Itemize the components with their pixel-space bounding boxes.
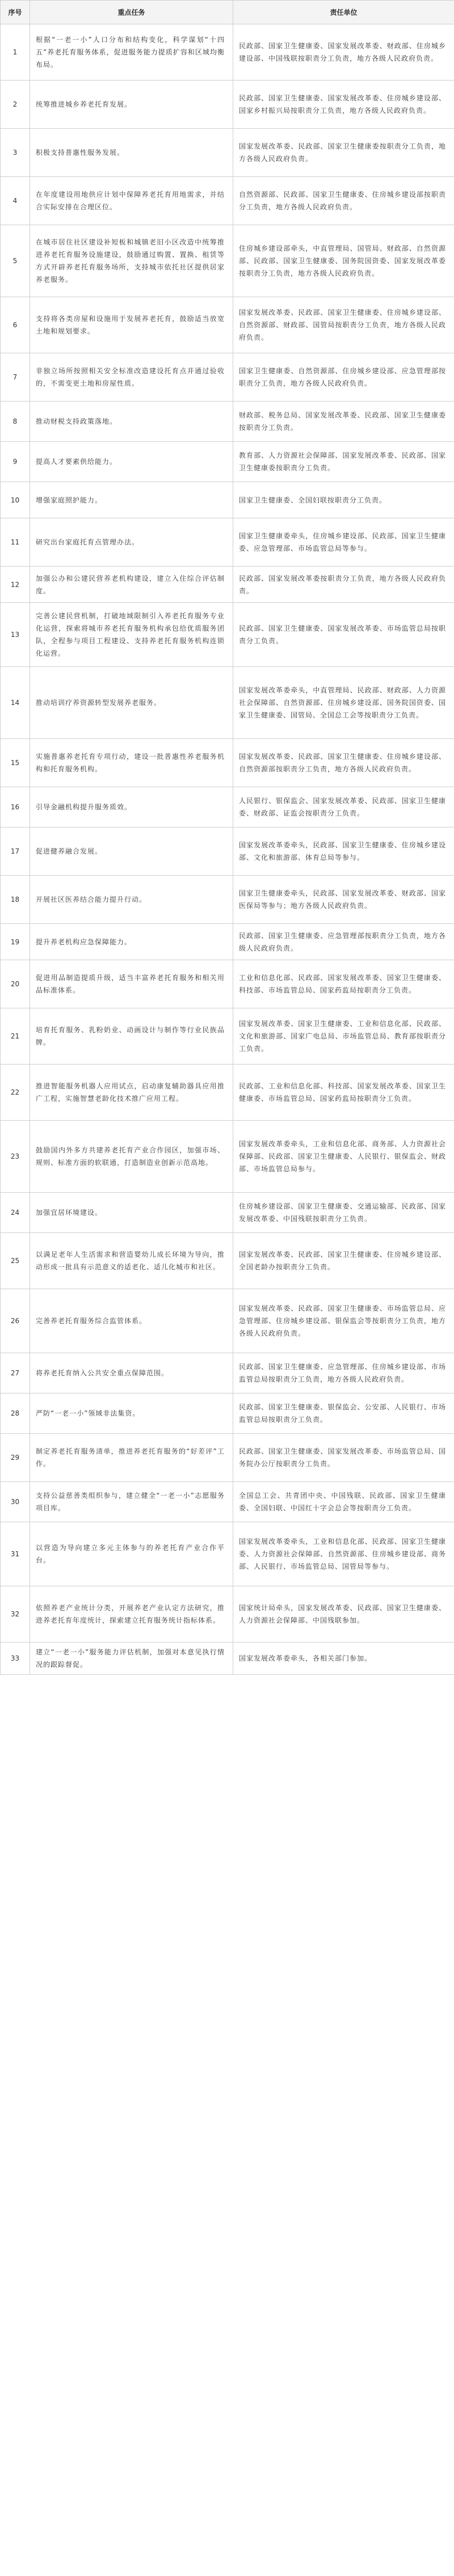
task-description: 在年度建设用地供应计划中保障养老托育用地需求，并结合实际安排在合理区位。 — [30, 177, 233, 225]
table-row — [1, 24, 454, 81]
task-description: 支持公益慈善类组织参与，建立健全“一老一小”志愿服务项目库。 — [30, 1482, 233, 1522]
task-number: 14 — [1, 667, 30, 739]
task-number: 27 — [1, 1353, 30, 1393]
table-row — [1, 1642, 454, 1675]
task-description: 鼓励国内外多方共建养老托育产业合作园区，加强市场、规则、标准方面的软联通，打造制造业创新示范高地。 — [30, 1121, 233, 1193]
table-row — [1, 177, 454, 225]
responsible-units: 国家发展改革委牵头，工业和信息化部、民政部、国家卫生健康委、人力资源社会保障部、自然资源部、住房城乡建设部、商务部、人民银行、市场监管总局、国管局等参与。 — [233, 1522, 454, 1586]
table-row — [1, 739, 454, 787]
responsible-units: 国家卫生健康委、全国妇联按职责分工负责。 — [233, 482, 454, 518]
responsible-units: 国家发展改革委牵头，中直管理局、民政部、财政部、人力资源社会保障部、自然资源部、住房城乡建设部、国务院国资委、国家卫生健康委、国管局、全国总工会等按职责分工负责。 — [233, 667, 454, 739]
responsible-units: 国家发展改革委、民政部、国家卫生健康委、住房城乡建设部、全国老龄办按职责分工负责。 — [233, 1233, 454, 1289]
task-number: 32 — [1, 1586, 30, 1642]
task-description: 加强宜居环境建设。 — [30, 1193, 233, 1233]
responsible-units: 民政部、工业和信息化部、科技部、国家发展改革委、国家卫生健康委、市场监管总局、国家药监局按职责分工负责。 — [233, 1065, 454, 1121]
table-row — [1, 960, 454, 1008]
task-number: 7 — [1, 353, 30, 402]
responsible-units: 住房城乡建设部牵头，中直管理局、国管局、财政部、自然资源部、民政部、国家卫生健康委、国务院国资委、国家发展改革委按职责分工负责，地方各级人民政府负责。 — [233, 225, 454, 297]
table-row — [1, 129, 454, 177]
table-row — [1, 297, 454, 353]
task-number: 18 — [1, 876, 30, 924]
table-row — [1, 787, 454, 827]
responsible-units: 国家发展改革委牵头，工业和信息化部、商务部、人力资源社会保障部、民政部、国家卫生健康委、人民银行、银保监会、财政部、市场监管总局参与。 — [233, 1121, 454, 1193]
task-number: 26 — [1, 1289, 30, 1353]
task-description: 推动培训疗养资源转型发展养老服务。 — [30, 667, 233, 739]
task-description: 实施普惠养老托育专项行动，建设一批普惠性养老服务机构和托育服务机构。 — [30, 739, 233, 787]
task-description: 提升养老机构应急保障能力。 — [30, 924, 233, 960]
table-row — [1, 924, 454, 960]
table-row — [1, 1193, 454, 1233]
task-number: 17 — [1, 827, 30, 876]
table-row — [1, 1289, 454, 1353]
responsible-units: 国家卫生健康委牵头，住房城乡建设部、民政部、国家卫生健康委、应急管理部、市场监管总局等参与。 — [233, 518, 454, 567]
task-number: 2 — [1, 81, 30, 129]
task-description: 培育托育服务、乳粉奶业、动画设计与制作等行业民族品牌。 — [30, 1008, 233, 1065]
responsible-units: 财政部、税务总局、国家发展改革委、民政部、国家卫生健康委按职责分工负责。 — [233, 402, 454, 442]
task-description: 根据“一老一小”人口分布和结构变化，科学谋划“十四五”养老托育服务体系，促进服务能力提质扩容和区域均衡布局。 — [30, 24, 233, 81]
responsible-units: 国家发展改革委牵头，民政部、国家卫生健康委、住房城乡建设部、文化和旅游部、体育总局等参与。 — [233, 827, 454, 876]
responsible-units: 国家发展改革委、民政部、国家卫生健康委、住房城乡建设部、自然资源部、财政部、国管局按职责分工负责，地方各级人民政府负责。 — [233, 297, 454, 353]
task-description: 以营造为导向建立多元主体参与的养老托育产业合作平台。 — [30, 1522, 233, 1586]
task-number: 19 — [1, 924, 30, 960]
responsible-units: 教育部、人力资源社会保障部、国家发展改革委、民政部、国家卫生健康委按职责分工负责。 — [233, 442, 454, 482]
task-description: 促进用品制造提质升级，适当丰富养老托育服务和相关用品标准体系。 — [30, 960, 233, 1008]
table-body — [1, 24, 454, 1675]
table-row — [1, 353, 454, 402]
task-number: 30 — [1, 1482, 30, 1522]
responsible-units: 民政部、国家卫生健康委、国家发展改革委、市场监管总局、国务院办公厅按职责分工负责。 — [233, 1434, 454, 1482]
table-row — [1, 225, 454, 297]
task-description: 在城市居住社区建设补短板和城镇老旧小区改造中统筹推进养老托育服务设施建设，鼓励通过购置、置换、租赁等方式开辟养老托育服务场所，支持城市依托社区提供居家养老服务。 — [30, 225, 233, 297]
task-description: 以满足老年人生活需求和营造婴幼儿成长环境为导向，推动形成一批具有示范意义的适老化、适儿化城市和社区。 — [30, 1233, 233, 1289]
responsible-units: 民政部、国家卫生健康委、应急管理部按职责分工负责，地方各级人民政府负责。 — [233, 924, 454, 960]
task-description: 加强公办和公建民营养老机构建设，建立入住综合评估制度。 — [30, 567, 233, 603]
task-number: 16 — [1, 787, 30, 827]
task-number: 31 — [1, 1522, 30, 1586]
table-row — [1, 876, 454, 924]
task-description: 增强家庭照护能力。 — [30, 482, 233, 518]
task-description: 建立“一老一小”服务能力评估机制，加强对本意见执行情况的跟踪督促。 — [30, 1642, 233, 1675]
task-number: 22 — [1, 1065, 30, 1121]
table-row — [1, 442, 454, 482]
task-description: 非独立场所按照相关安全标准改造建设托育点并通过验收的，不需变更土地和房屋性质。 — [30, 353, 233, 402]
task-number: 23 — [1, 1121, 30, 1193]
task-description: 将养老托育纳入公共安全重点保障范围。 — [30, 1353, 233, 1393]
responsible-units: 国家卫生健康委、自然资源部、住房城乡建设部、应急管理部按职责分工负责，地方各级人民政府负责。 — [233, 353, 454, 402]
task-description: 开展社区医养结合能力提升行动。 — [30, 876, 233, 924]
table-row — [1, 402, 454, 442]
table-row — [1, 518, 454, 567]
task-description: 提高人才要素供给能力。 — [30, 442, 233, 482]
table-row — [1, 1353, 454, 1393]
task-number: 13 — [1, 603, 30, 667]
task-description: 完善养老托育服务综合监管体系。 — [30, 1289, 233, 1353]
table-row — [1, 1434, 454, 1482]
task-number: 33 — [1, 1642, 30, 1675]
task-number: 15 — [1, 739, 30, 787]
responsible-units: 国家发展改革委牵头，各相关部门参加。 — [233, 1642, 454, 1675]
task-number: 12 — [1, 567, 30, 603]
table-row — [1, 1065, 454, 1121]
table-row — [1, 827, 454, 876]
task-description: 促进健养融合发展。 — [30, 827, 233, 876]
task-description: 研究出台家庭托育点管理办法。 — [30, 518, 233, 567]
task-number: 20 — [1, 960, 30, 1008]
responsible-units: 住房城乡建设部、国家卫生健康委、交通运输部、民政部、国家发展改革委、中国残联按职责分工负责。 — [233, 1193, 454, 1233]
responsible-units: 民政部、国家卫生健康委、国家发展改革委、市场监管总局按职责分工负责。 — [233, 603, 454, 667]
task-number: 24 — [1, 1193, 30, 1233]
table-row — [1, 667, 454, 739]
responsible-units: 工业和信息化部、民政部、国家发展改革委、国家卫生健康委、科技部、市场监管总局、国家药监局按职责分工负责。 — [233, 960, 454, 1008]
table-row — [1, 1482, 454, 1522]
responsible-units: 民政部、国家发展改革委按职责分工负责，地方各级人民政府负责。 — [233, 567, 454, 603]
task-description: 支持将各类房屋和设施用于发展养老托育，鼓励适当放宽土地和规划要求。 — [30, 297, 233, 353]
responsible-units: 国家发展改革委、民政部、国家卫生健康委、市场监管总局、应急管理部、住房城乡建设部、银保监会等按职责分工负责，地方各级人民政府负责。 — [233, 1289, 454, 1353]
header-unit: 责任单位 — [233, 1, 454, 24]
header-no: 序号 — [1, 1, 30, 24]
responsible-units: 民政部、国家卫生健康委、国家发展改革委、住房城乡建设部、国家乡村振兴局按职责分工负责，地方各级人民政府负责。 — [233, 81, 454, 129]
task-description: 积极支持普惠性服务发展。 — [30, 129, 233, 177]
task-description: 引导金融机构提升服务质效。 — [30, 787, 233, 827]
table-row — [1, 1393, 454, 1434]
task-number: 4 — [1, 177, 30, 225]
table-row — [1, 567, 454, 603]
task-number: 21 — [1, 1008, 30, 1065]
task-number: 28 — [1, 1393, 30, 1434]
task-description: 推动财税支持政策落地。 — [30, 402, 233, 442]
task-number: 1 — [1, 24, 30, 81]
task-number: 9 — [1, 442, 30, 482]
task-number: 5 — [1, 225, 30, 297]
responsible-units: 民政部、国家卫生健康委、应急管理部、住房城乡建设部、市场监管总局按职责分工负责，地方各级人民政府负责。 — [233, 1353, 454, 1393]
task-number: 8 — [1, 402, 30, 442]
task-description: 推进智能服务机器人应用试点，启动康复辅助器具应用推广工程，实施智慧老龄化技术推广应用工程。 — [30, 1065, 233, 1121]
responsible-units: 全国总工会、共青团中央、中国残联、民政部、国家卫生健康委、全国妇联、中国红十字会总会等按职责分工负责。 — [233, 1482, 454, 1522]
task-number: 29 — [1, 1434, 30, 1482]
responsible-units: 自然资源部、民政部、国家卫生健康委、住房城乡建设部按职责分工负责，地方各级人民政府负责。 — [233, 177, 454, 225]
table-row — [1, 1233, 454, 1289]
responsible-units: 国家发展改革委、国家卫生健康委、工业和信息化部、民政部、文化和旅游部、国家广电总局、市场监管总局、教育部按职责分工负责。 — [233, 1008, 454, 1065]
table-header-row — [1, 1, 454, 24]
responsible-units: 国家统计局牵头，国家发展改革委、民政部、国家卫生健康委、人力资源社会保障部、中国残联参加。 — [233, 1586, 454, 1642]
table-row — [1, 482, 454, 518]
task-description: 依照养老产业统计分类，开展养老产业认定方法研究，推进养老托育年度统计，探索建立托育服务统计指标体系。 — [30, 1586, 233, 1642]
table-row — [1, 1121, 454, 1193]
task-description: 完善公建民营机制，打破地域限制引入养老托育服务专业化运营，探索将城市养老托育服务机构承包给优质服务团队，全程参与项目工程建设、支持养老托育服务机构连锁化运营。 — [30, 603, 233, 667]
responsible-units: 国家发展改革委、民政部、国家卫生健康委按职责分工负责，地方各级人民政府负责。 — [233, 129, 454, 177]
table-row — [1, 603, 454, 667]
task-number: 3 — [1, 129, 30, 177]
responsible-units: 民政部、国家卫生健康委、国家发展改革委、财政部、住房城乡建设部、中国残联按职责分工负责，地方各级人民政府负责。 — [233, 24, 454, 81]
table-row — [1, 1586, 454, 1642]
task-description: 制定养老托育服务清单，推进养老托育服务的“好差评”工作。 — [30, 1434, 233, 1482]
task-number: 11 — [1, 518, 30, 567]
task-description: 严防“一老一小”领域非法集资。 — [30, 1393, 233, 1434]
table-row — [1, 1522, 454, 1586]
responsible-units: 国家卫生健康委牵头，民政部、国家发展改革委、财政部、国家医保局等参与；地方各级人民政府负责。 — [233, 876, 454, 924]
task-number: 10 — [1, 482, 30, 518]
responsible-units: 国家发展改革委、民政部、国家卫生健康委、住房城乡建设部、自然资源部按职责分工负责，地方各级人民政府负责。 — [233, 739, 454, 787]
table-row — [1, 1008, 454, 1065]
responsible-units: 民政部、国家卫生健康委、银保监会、公安部、人民银行、市场监管总局按职责分工负责。 — [233, 1393, 454, 1434]
task-description: 统筹推进城乡养老托育发展。 — [30, 81, 233, 129]
task-number: 6 — [1, 297, 30, 353]
responsible-units: 人民银行、银保监会、国家发展改革委、民政部、国家卫生健康委、财政部、证监会按职责分工负责。 — [233, 787, 454, 827]
task-number: 25 — [1, 1233, 30, 1289]
table-row — [1, 81, 454, 129]
header-task: 重点任务 — [30, 1, 233, 24]
